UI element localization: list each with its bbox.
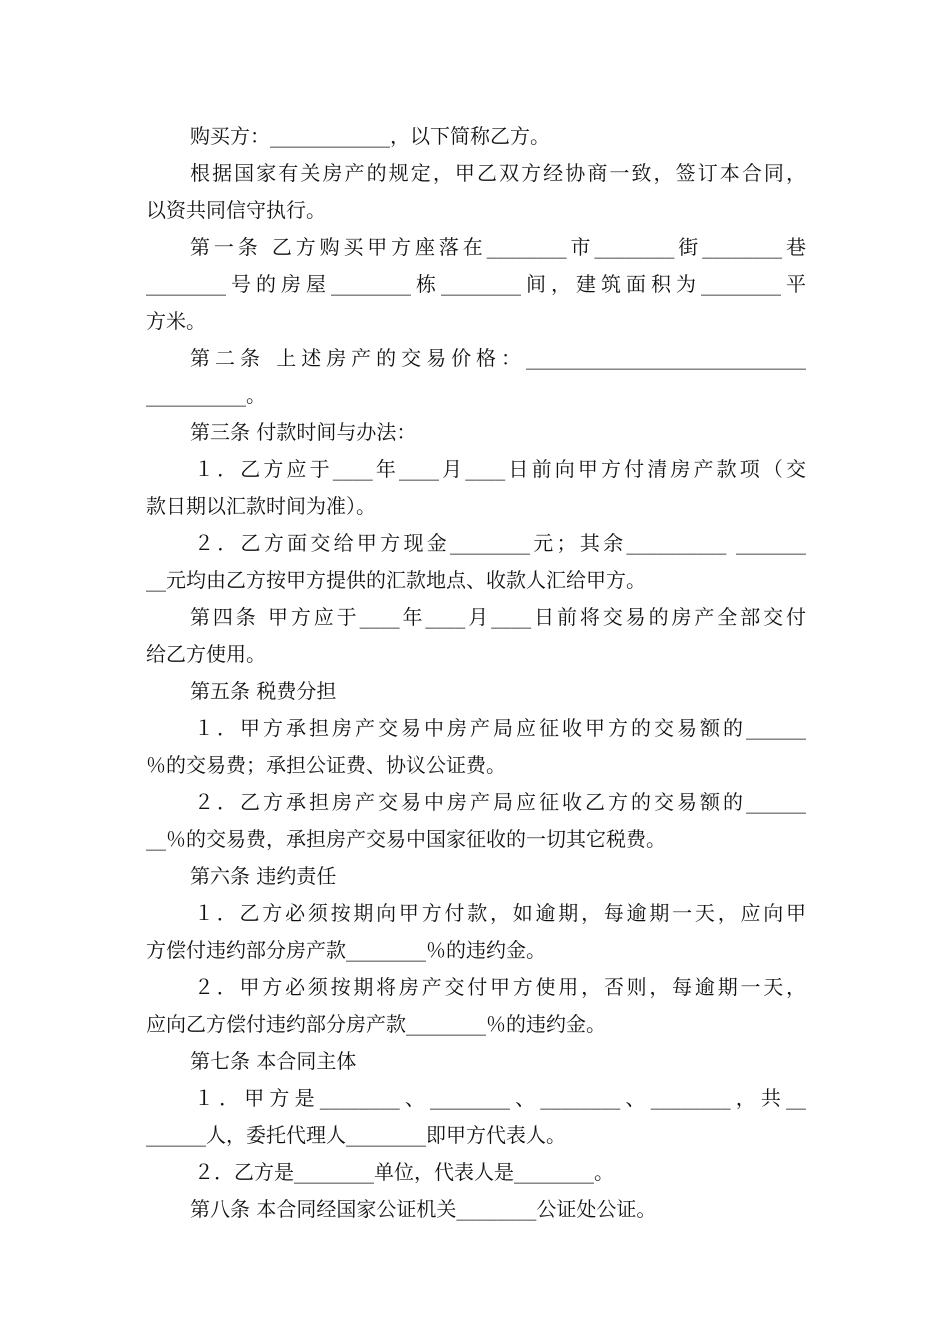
article-6-item-1-line-2: 方偿付违约部分房产款________％的违约金。 (146, 938, 546, 962)
article-6-item-2-line-1: ２．甲方必须按期将房产交付甲方使用，否则，每逾期一天， (194, 975, 806, 999)
article-6-heading: 第六条 违约责任 (190, 864, 337, 888)
article-3-item-2-line-2: __元均由乙方按甲方提供的汇款地点、收款人汇给甲方。 (146, 568, 646, 592)
preamble-line-1: 根据国家有关房产的规定，甲乙双方经协商一致，签订本合同， (190, 161, 806, 185)
contract-body (146, 118, 806, 1228)
buyer-line: 购买方：____________，以下简称乙方。 (190, 124, 550, 148)
article-2-line-2: __________。 (146, 383, 266, 407)
article-7-item-1-line-2: ______人，委托代理人________即甲方代表人。 (146, 1123, 566, 1147)
article-3-item-1-line-1: １．乙方应于____年____月____日前向甲方付清房产款项（交 (194, 457, 806, 481)
article-7-item-2: ２．乙方是________单位，代表人是________。 (194, 1160, 614, 1184)
article-3-heading: 第三条 付款时间与办法： (190, 420, 417, 444)
article-5-item-1-line-2: ％的交易费；承担公证费、协议公证费。 (146, 753, 506, 777)
article-5-item-1-line-1: １．甲方承担房产交易中房产局应征收甲方的交易额的______ (194, 716, 806, 740)
article-4-line-2: 给乙方使用。 (146, 642, 266, 666)
article-1-line-2: ________号的房屋________栋________间，建筑面积为________平 (146, 272, 806, 296)
article-3-item-1-line-2: 款日期以汇款时间为准）。 (146, 494, 376, 518)
article-7-item-1-line-1: １．甲方是________、________、________、________，共__ (194, 1086, 806, 1110)
article-5-heading: 第五条 税费分担 (190, 679, 337, 703)
article-4-line-1: 第四条 甲方应于____年____月____日前将交易的房产全部交付 (190, 605, 806, 629)
article-1-line-3: 方米。 (146, 309, 206, 333)
article-8-line: 第八条 本合同经国家公证机关________公证处公证。 (190, 1197, 657, 1221)
article-5-item-2-line-2: __％的交易费，承担房产交易中国家征收的一切其它税费。 (146, 827, 666, 851)
article-5-item-2-line-1: ２．乙方承担房产交易中房产局应征收乙方的交易额的______ (194, 790, 806, 814)
article-6-item-2-line-2: 应向乙方偿付违约部分房产款________％的违约金。 (146, 1012, 606, 1036)
article-3-item-2-line-1: ２．乙方面交给甲方现金________元；其余__________ _______ (194, 531, 806, 555)
article-2-line-1: 第二条 上述房产的交易价格：____________________________ (190, 346, 806, 370)
article-6-item-1-line-1: １．乙方必须按期向甲方付款，如逾期，每逾期一天，应向甲 (194, 901, 806, 925)
preamble-line-2: 以资共同信守执行。 (146, 198, 326, 222)
article-7-heading: 第七条 本合同主体 (190, 1049, 357, 1073)
article-1-line-1: 第一条 乙方购买甲方座落在________市________街________巷 (190, 235, 806, 259)
